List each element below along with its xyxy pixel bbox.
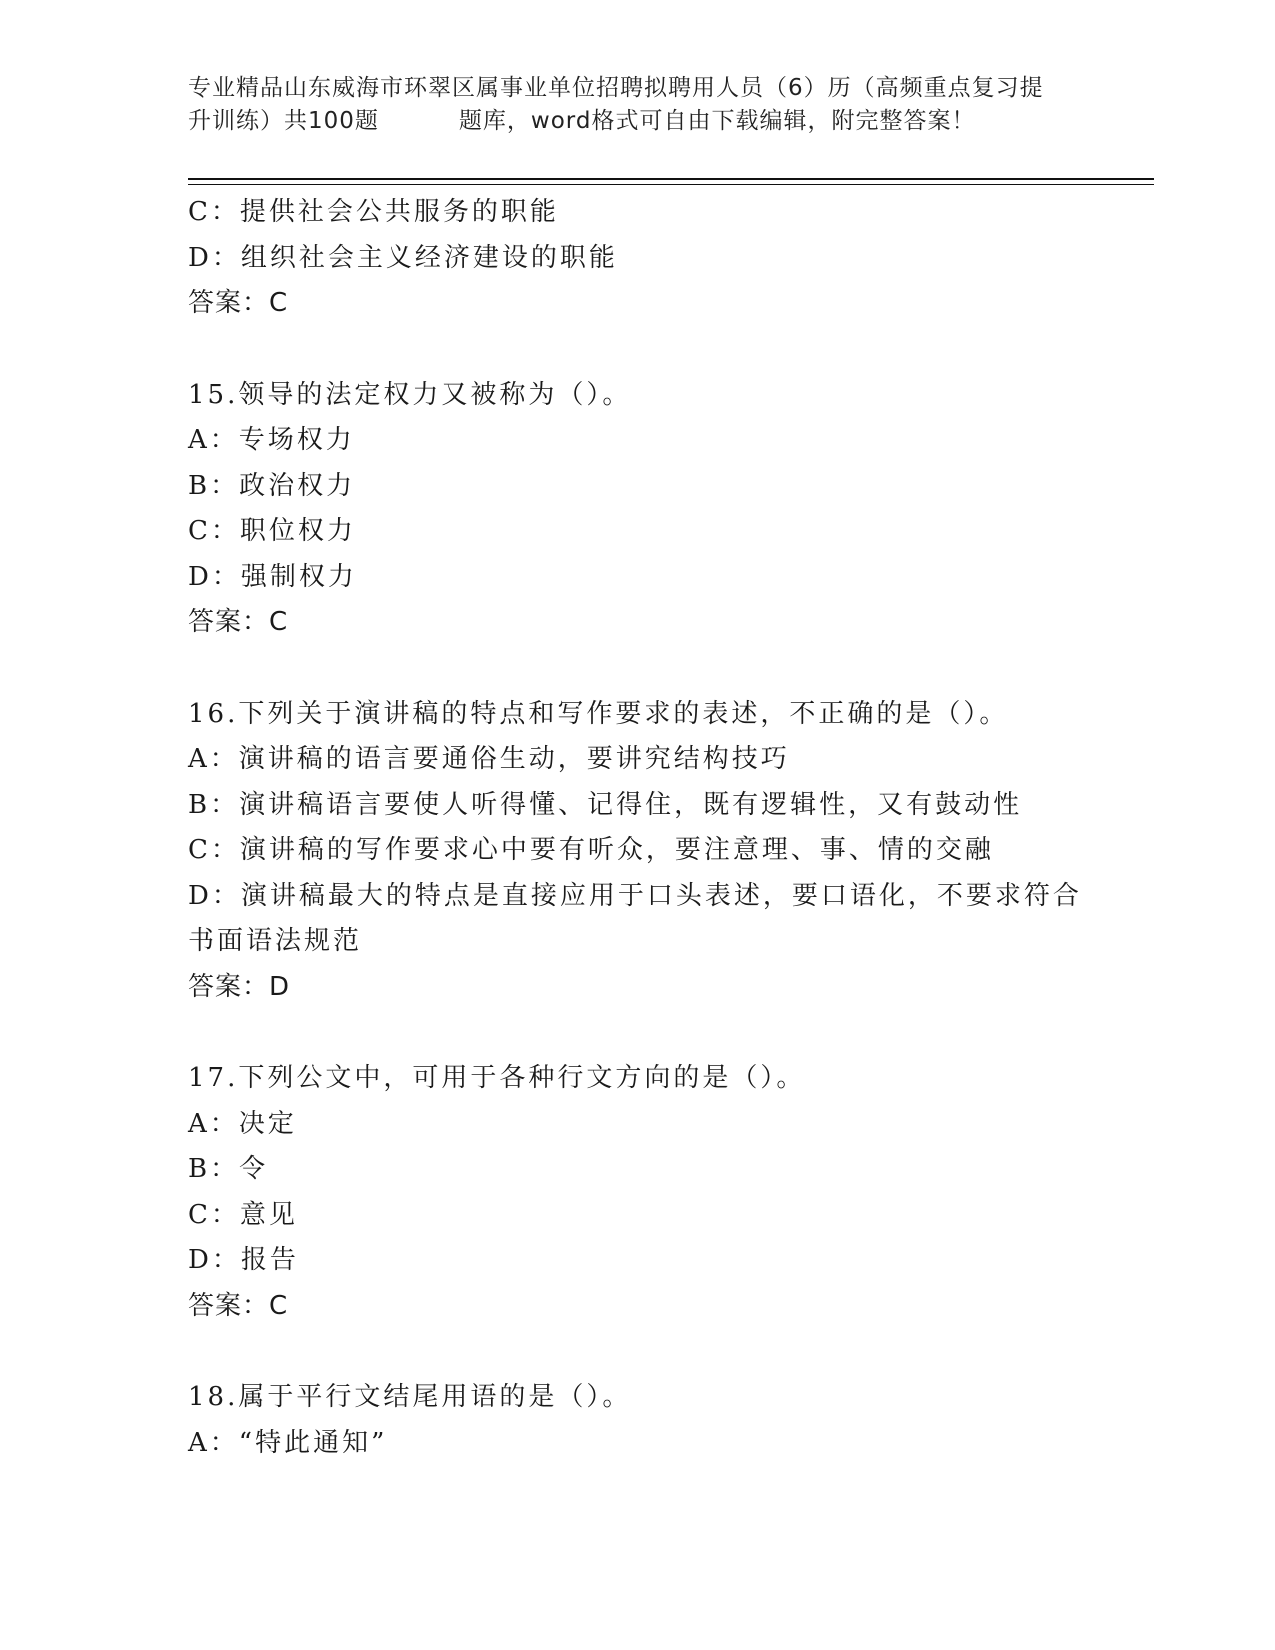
q16-option-a: A：演讲稿的语言要通俗生动，要讲究结构技巧 xyxy=(188,744,790,774)
q15-option-b: B：政治权力 xyxy=(188,470,356,501)
q17-title: 17.下列公文中，可用于各种行文方向的是（）。 xyxy=(188,1063,806,1093)
q17-option-d: D：报告 xyxy=(188,1245,299,1275)
q15-answer: 答案：C xyxy=(188,607,289,637)
q14-option-d: D：组织社会主义经济建设的职能 xyxy=(188,242,618,273)
header-rule-thin xyxy=(188,184,1154,185)
q16-option-b: B：演讲稿语言要使人听得懂、记得住，既有逻辑性，又有鼓动性 xyxy=(188,789,1023,820)
spacer xyxy=(188,1329,1088,1375)
q16-option-d-line-2: 书面语法规范 xyxy=(188,926,363,956)
q17-option-b: B：令 xyxy=(188,1154,269,1184)
q18-title: 18.属于平行文结尾用语的是（）。 xyxy=(188,1382,632,1412)
spacer xyxy=(188,327,1088,373)
q18-option-a: A：“特此通知” xyxy=(188,1427,388,1458)
header-rule-thick xyxy=(188,178,1154,180)
q16-answer: 答案：D xyxy=(188,971,291,1002)
q16-option-c: C：演讲稿的写作要求心中要有听众，要注意理、事、情的交融 xyxy=(188,835,994,865)
q15-option-c: C：职位权力 xyxy=(188,516,356,546)
q14-answer: 答案：C xyxy=(188,288,289,318)
q16-option-d-line-1: D：演讲稿最大的特点是直接应用于口头表述，要口语化，不要求符合 xyxy=(188,880,1082,911)
question-17 xyxy=(188,1056,1088,1329)
q17-option-c: C：意见 xyxy=(188,1199,298,1230)
question-list xyxy=(188,190,1088,1466)
page-header xyxy=(188,72,1088,138)
question-14-tail xyxy=(188,190,1088,327)
header-line-2 xyxy=(188,105,1088,138)
spacer xyxy=(188,1010,1088,1056)
q15-option-a: A：专场权力 xyxy=(188,425,355,455)
question-15 xyxy=(188,373,1088,646)
q16-title: 16.下列关于演讲稿的特点和写作要求的表述，不正确的是（）。 xyxy=(188,698,1009,729)
header-line-2-part-a: 升训练）共100题 xyxy=(188,108,379,134)
q17-answer: 答案：C xyxy=(188,1290,289,1321)
q14-option-c: C：提供社会公共服务的职能 xyxy=(188,197,559,227)
question-16 xyxy=(188,692,1088,1011)
header-line-2-part-b: 题库，word格式可自由下载编辑，附完整答案！ xyxy=(458,108,976,134)
q17-option-a: A：决定 xyxy=(188,1108,297,1139)
q15-title: 15.领导的法定权力又被称为（）。 xyxy=(188,379,632,410)
question-18 xyxy=(188,1375,1088,1466)
header-line-1: 专业精品山东威海市环翠区属事业单位招聘拟聘用人员（6）历（高频重点复习提 xyxy=(188,75,1044,101)
spacer xyxy=(188,646,1088,692)
q15-option-d: D：强制权力 xyxy=(188,561,357,592)
